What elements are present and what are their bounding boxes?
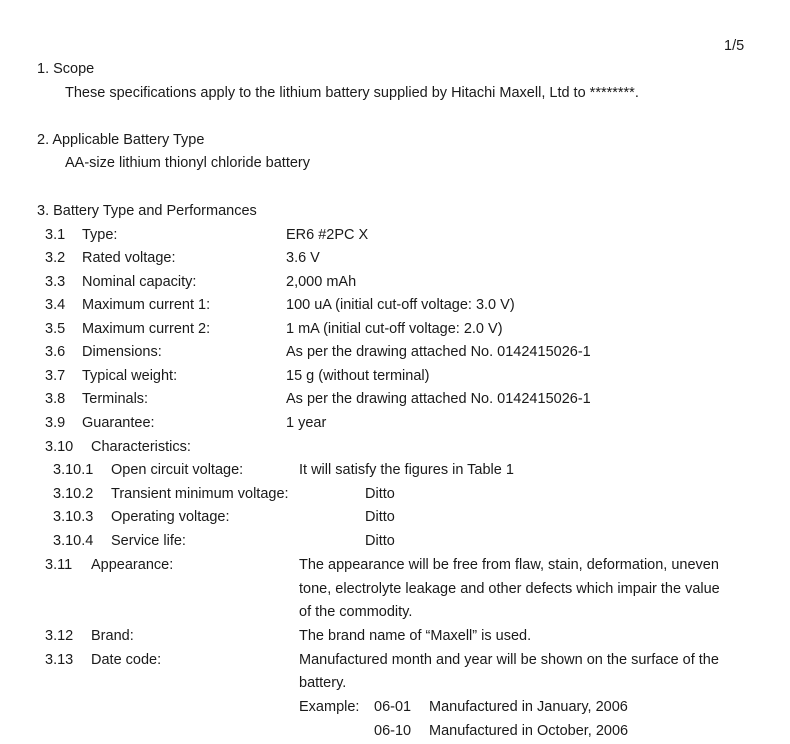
- spec-num: 3.8: [45, 391, 66, 407]
- sub-num: 3.10.2: [53, 486, 94, 502]
- spec-label: Maximum current 2:: [82, 321, 211, 337]
- sub-num: 3.10.4: [53, 533, 94, 549]
- example-code: 06-01: [374, 699, 412, 715]
- spec-label: Appearance:: [91, 557, 174, 573]
- sub-value: Ditto: [365, 533, 395, 549]
- section-battery-type-heading: 2. Applicable Battery Type: [37, 132, 205, 148]
- spec-value-line: Manufactured month and year will be shown on the surface of the: [299, 652, 719, 668]
- section-performance-heading: 3. Battery Type and Performances: [37, 203, 257, 219]
- spec-num: 3.13: [45, 652, 74, 668]
- spec-label: Type:: [82, 227, 118, 243]
- spec-value: As per the drawing attached No. 0142415026-1: [286, 391, 591, 407]
- sub-value: Ditto: [365, 509, 395, 525]
- spec-label: Rated voltage:: [82, 250, 176, 266]
- example-label: Example:: [299, 699, 360, 715]
- spec-label: Terminals:: [82, 391, 149, 407]
- spec-num: 3.5: [45, 321, 66, 337]
- example-desc: Manufactured in October, 2006: [429, 723, 629, 739]
- sub-num: 3.10.1: [53, 462, 94, 478]
- spec-value: As per the drawing attached No. 0142415026-1: [286, 344, 591, 360]
- spec-value: 1 year: [286, 415, 327, 431]
- spec-label: Typical weight:: [82, 368, 178, 384]
- spec-num: 3.11: [45, 557, 73, 573]
- spec-label: Guarantee:: [82, 415, 155, 431]
- spec-label: Date code:: [91, 652, 162, 668]
- example-desc: Manufactured in January, 2006: [429, 699, 628, 715]
- sub-num: 3.10.3: [53, 509, 94, 525]
- section-scope-heading: 1. Scope: [37, 61, 95, 77]
- spec-num: 3.2: [45, 250, 66, 266]
- spec-label: Nominal capacity:: [82, 274, 197, 290]
- spec-value: 1 mA (initial cut-off voltage: 2.0 V): [286, 321, 503, 337]
- spec-num: 3.12: [45, 628, 74, 644]
- spec-num: 3.10: [45, 439, 74, 455]
- sub-value: Ditto: [365, 486, 395, 502]
- sub-label: Service life:: [111, 533, 186, 549]
- spec-value: ER6 #2PC X: [286, 227, 369, 243]
- section-scope-text: These specifications apply to the lithium battery supplied by Hitachi Maxell, Ltd to ********.: [65, 85, 639, 101]
- spec-value-line: tone, electrolyte leakage and other defects which impair the value: [299, 581, 720, 597]
- sub-label: Operating voltage:: [111, 509, 230, 525]
- spec-label: Characteristics:: [91, 439, 191, 455]
- section-battery-type-text: AA-size lithium thionyl chloride battery: [65, 155, 310, 171]
- sub-label: Transient minimum voltage:: [111, 486, 289, 502]
- spec-value-line: of the commodity.: [299, 604, 413, 620]
- sub-value: It will satisfy the figures in Table 1: [299, 462, 514, 478]
- spec-num: 3.7: [45, 368, 66, 384]
- spec-value: 100 uA (initial cut-off voltage: 3.0 V): [286, 297, 515, 313]
- page-number: 1/5: [724, 38, 745, 54]
- sub-label: Open circuit voltage:: [111, 462, 244, 478]
- spec-value: The brand name of “Maxell” is used.: [299, 628, 532, 644]
- spec-value: 2,000 mAh: [286, 274, 357, 290]
- spec-value: 15 g (without terminal): [286, 368, 430, 384]
- spec-num: 3.9: [45, 415, 66, 431]
- spec-value: 3.6 V: [286, 250, 320, 266]
- spec-label: Maximum current 1:: [82, 297, 211, 313]
- example-code: 06-10: [374, 723, 412, 739]
- spec-num: 3.1: [45, 227, 66, 243]
- spec-num: 3.3: [45, 274, 66, 290]
- spec-num: 3.4: [45, 297, 66, 313]
- spec-value-line: battery.: [299, 675, 347, 691]
- spec-value-line: The appearance will be free from flaw, stain, deformation, uneven: [299, 557, 719, 573]
- spec-label: Dimensions:: [82, 344, 162, 360]
- spec-label: Brand:: [91, 628, 134, 644]
- spec-num: 3.6: [45, 344, 66, 360]
